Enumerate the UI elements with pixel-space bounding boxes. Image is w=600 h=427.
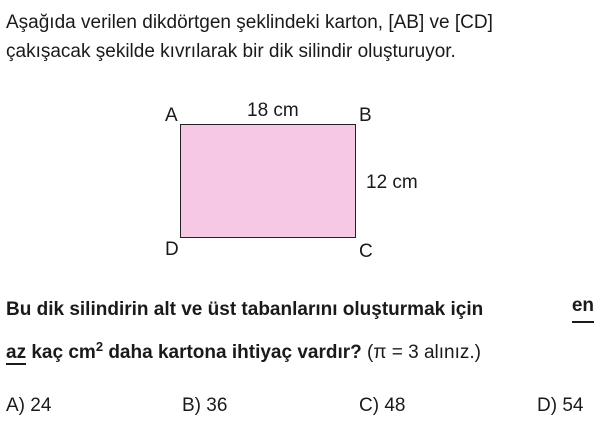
corner-label-a: A bbox=[165, 105, 178, 126]
problem-intro bbox=[6, 8, 596, 66]
emphasis-en: en bbox=[572, 291, 594, 323]
intro-line-2: çakışacak şekilde kıvrılarak bir dik silindir oluşturuyor. bbox=[6, 41, 456, 62]
emphasis-az: az bbox=[6, 342, 27, 363]
choice-a[interactable]: A) 24 bbox=[6, 395, 52, 416]
height-label: 12 cm bbox=[366, 172, 418, 193]
question-line-1 bbox=[6, 291, 594, 328]
superscript-2: 2 bbox=[95, 339, 104, 354]
cardboard-rectangle bbox=[180, 124, 356, 238]
question-part-2: kaç cm bbox=[26, 342, 96, 363]
width-label: 18 cm bbox=[247, 100, 299, 121]
question-text bbox=[6, 291, 598, 371]
choice-d[interactable]: D) 54 bbox=[537, 395, 584, 416]
choice-b[interactable]: B) 36 bbox=[182, 395, 228, 416]
question-line-2 bbox=[6, 328, 598, 371]
corner-label-b: B bbox=[359, 105, 372, 126]
pi-note: (π = 3 alınız.) bbox=[361, 342, 481, 363]
choice-c[interactable]: C) 48 bbox=[359, 395, 406, 416]
question-part-1: Bu dik silindirin alt ve üst tabanlarını oluşturmak için bbox=[6, 299, 484, 320]
intro-line-1: Aşağıda verilen dikdörtgen şeklindeki karton, [AB] ve [CD] bbox=[6, 12, 493, 33]
corner-label-d: D bbox=[165, 239, 179, 260]
corner-label-c: C bbox=[359, 241, 373, 262]
question-part-3: daha kartona ihtiyaç vardır? bbox=[103, 342, 362, 363]
